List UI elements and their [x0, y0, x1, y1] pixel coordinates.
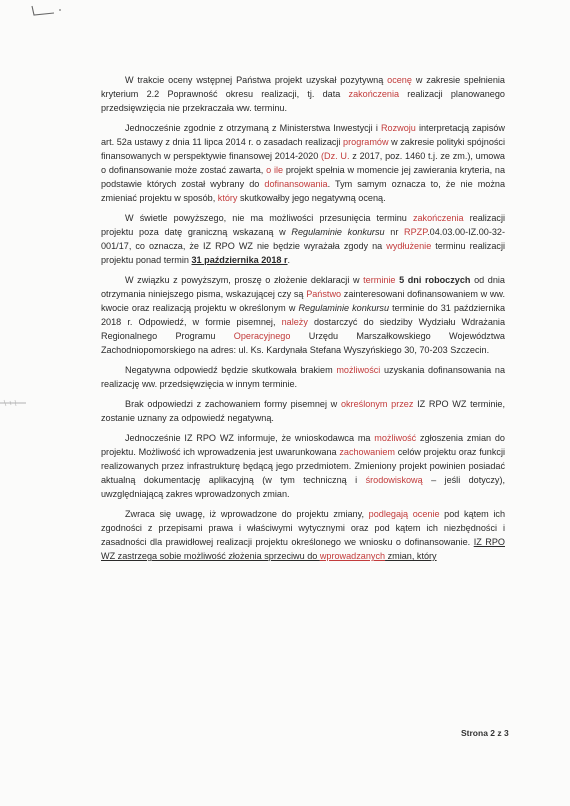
text-run: w zakresie polityki spójności finansowanych w perspektywie finansowej 2014-2020: [101, 136, 505, 162]
text-run: wydłużenie: [386, 241, 432, 252]
paragraph-change-evaluation: [101, 507, 505, 563]
text-run: W świetle powyższego, nie ma możliwości przesunięcia terminu: [125, 213, 413, 224]
text-run: uzyskania dofinansowania na realizację ww. przedsięwzięcia w innym terminie.: [101, 365, 506, 390]
text-run: ocenę: [387, 75, 412, 85]
paragraph-deadline-restriction: [101, 211, 505, 267]
text-run: 31 października 2018 r: [191, 255, 288, 266]
text-run: celów projektu oraz funkcji realizowanych przez infrastrukturę będącą jego przedmiotem. Zmieniony projekt powinien posiadać aktualną dokumentację aplikacyjną (w tym techniczną i: [101, 446, 505, 485]
text-run: dofinansowania: [264, 179, 328, 190]
text-run: Państwo: [306, 289, 342, 300]
paragraph-ministry-interpretation: [101, 121, 505, 206]
text-run: terminie: [363, 275, 396, 285]
text-run: pod kątem ich zgodności z przepisami prawa i właściwymi wytycznymi oraz pod kątem ich niezbędności i zasadności dla prawidłowej realizacji projektu określonego we wniosku o dofinansowanie.: [101, 508, 506, 547]
text-run: który: [217, 193, 238, 204]
paragraph-evaluation-result: [101, 73, 505, 115]
text-run: .04.03.00-IZ.00-32-001/17, co oznacza, że IZ RPO WZ nie będzie wyrażała zgody na: [101, 227, 505, 252]
text-run: podlegają: [368, 508, 409, 519]
text-run: (Dz. U.: [321, 151, 350, 162]
text-run: Zwraca się uwagę, iż wprowadzone do projektu zmiany,: [125, 508, 369, 519]
text-run: o ile: [266, 165, 284, 176]
text-run: RPZP: [404, 227, 428, 238]
text-run: Brak odpowiedzi z zachowaniem formy pisemnej w: [125, 398, 341, 409]
text-run: terminu realizacji projektu ponad termin: [101, 241, 505, 266]
text-run: z 2017, poz. 1460 t.j. ze zm.), umowa o dofinansowanie może zostać zawarta,: [101, 151, 505, 176]
text-run: należy: [281, 317, 308, 328]
text-run: Urzędu Marszałkowskiego Województwa Zachodniopomorskiego na adres: ul. Ks. Kardynała Stefana Wyszyńskiego 30, 70-203 Szczecin.: [101, 331, 505, 356]
text-run: możliwość: [374, 432, 417, 443]
letter-body: [101, 73, 505, 569]
text-run: zgłoszenia zmian do projektu. Możliwość ich wprowadzenia jest uwarunkowana: [101, 432, 505, 457]
text-run: Negatywna odpowiedź będzie skutkowała brakiem: [125, 365, 337, 376]
text-run: zmian, który: [385, 551, 437, 562]
paragraph-no-response: [101, 397, 505, 425]
text-run: Rozwoju: [380, 122, 416, 133]
text-run: realizacji planowanego przedsięwzięcia nie przekraczała ww. terminu.: [101, 89, 505, 114]
page-number: Strona 2 z 3: [461, 728, 509, 738]
text-run: . Tym samym oznacza to, że nie można zmieniać projektu w sposób,: [101, 179, 505, 204]
text-run: wprowadzanych: [319, 551, 386, 562]
text-run: przez: [391, 398, 414, 409]
text-run: dostarczyć do siedziby Wydziału Wdrażania Regionalnego Programu: [101, 317, 506, 342]
text-run: 5 dni roboczych: [399, 275, 471, 285]
text-run: zakończenia: [412, 213, 464, 224]
text-run: zainteresowani dofinansowaniem w ww. kwocie oraz realizacją projektu w określonym w: [101, 289, 505, 314]
text-run: środowiskową: [365, 475, 423, 485]
punch-hole-mark: [0, 398, 28, 408]
text-run: Jednocześnie IZ RPO WZ informuje, że wnioskodawca ma: [125, 432, 375, 443]
text-run: możliwości: [336, 365, 381, 376]
text-run: Regulaminie konkursu: [291, 227, 385, 238]
text-run: zakończenia: [348, 89, 400, 100]
text-run: W trakcie oceny wstępnej Państwa projekt uzyskał pozytywną: [125, 75, 388, 85]
text-run: określonym: [340, 398, 388, 409]
paragraph-declaration-request: [101, 273, 505, 358]
text-run: .: [287, 255, 291, 266]
text-run: realizacji projektu poza datę graniczną wskazaną w: [101, 213, 506, 238]
text-run: programów: [343, 136, 389, 147]
text-run: nr: [384, 227, 405, 238]
text-run: IZ RPO WZ terminie, zostanie uznany za odpowiedź negatywną.: [101, 398, 506, 424]
text-run: W związku z powyższym, proszę o złożenie deklaracji w: [125, 275, 364, 285]
text-run: zachowaniem: [339, 446, 395, 457]
paragraph-project-changes: [101, 431, 505, 501]
text-run: projekt spełnia w momencie jej zawierania kryteria, na podstawie których został wybrany do: [101, 165, 505, 190]
text-run: interpretacją zapisów art. 52a ustawy z dnia 11 lipca 2014 r. o zasadach realizacji: [101, 122, 505, 147]
text-run: Regulaminie konkursu: [298, 303, 390, 314]
text-run: od dnia otrzymania niniejszego pisma, wskazującej czy są: [101, 275, 505, 300]
paragraph-negative-response: [101, 363, 505, 391]
corner-pen-mark: [30, 4, 64, 18]
text-run: Jednocześnie zgodnie z otrzymaną z Ministerstwa Inwestycji i: [125, 122, 381, 133]
text-run: terminie do 31 października 2018 r. Odpowiedź, w formie pisemnej,: [101, 303, 505, 328]
text-run: ocenie: [412, 508, 440, 519]
text-run: skutkowałby jego negatywną oceną.: [237, 193, 386, 204]
text-run: w zakresie spełnienia kryterium 2.2 Poprawność okresu realizacji, tj. data: [101, 75, 505, 100]
text-run: – jeśli dotyczy), uwzględniającą zakres wprowadzonych zmian.: [101, 475, 506, 500]
text-run: IZ RPO WZ zastrzega sobie możliwość złożenia sprzeciwu do: [101, 536, 505, 562]
text-run: Operacyjnego: [233, 331, 291, 342]
